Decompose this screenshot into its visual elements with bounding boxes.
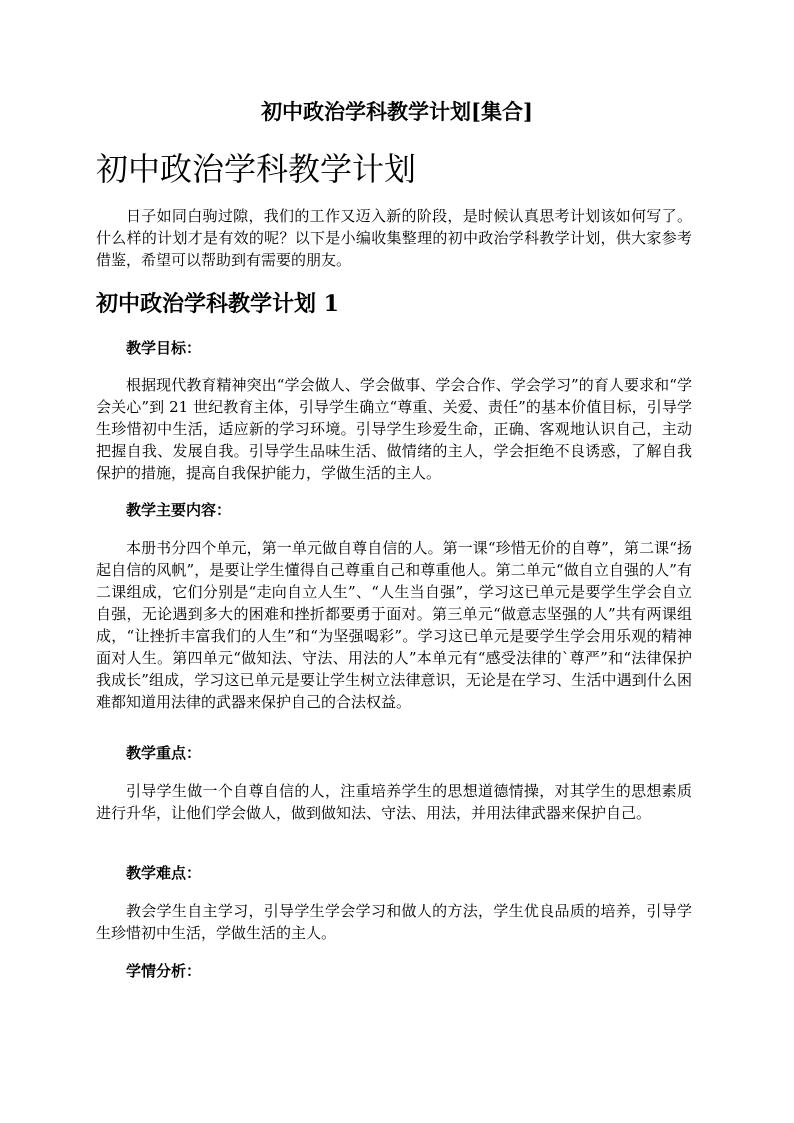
teaching-goal-label: 教学目标： <box>126 339 202 357</box>
difficulty-label: 教学难点： <box>126 864 202 882</box>
section-heading: 初中政治学科教学计划 1 <box>96 291 339 317</box>
main-heading: 初中政治学科教学计划 <box>96 150 417 188</box>
intro-paragraph: 日子如同白驹过隙，我们的工作又迈入新的阶段，是时候认真思考计划该如何写了。什么样的计划才是有效的呢？以下是小编收集整理的初中政治学科教学计划，供大家参考借鉴，希望可以帮助到有需要的朋友。 <box>96 207 692 269</box>
main-content-text: 本册书分四个单元，第一单元做自尊自信的人。第一课“珍惜无价的自尊”，第二课“扬起自信的风帆”，是要让学生懂得自己尊重自己和尊重他人。第二单元“做自立自强的人”有二课组成，它们分别是“走向自立人生”、“人生当自强”，学习这已单元是要学生学会自立自强，无论遇到多大的困难和挫折都要勇于面对。第三单元“做意志坚强的人”共有两课组成，“让挫折丰富我们的人生”和“为坚强喝彩”。学习这已单元是要学生学会用乐观的精神面对人生。第四单元“做知法、守法、用法的人”本单元有“感受法律的`尊严”和“法律保护我成长”组成，学习这已单元是要让学生树立法律意识，无论是在学习、生活中遇到什么困难都知道用法律的武器来保护自己的合法权益。 <box>96 539 692 711</box>
main-content-label: 教学主要内容： <box>126 501 232 519</box>
key-points-text: 引导学生做一个自尊自信的人，注重培养学生的思想道德情操，对其学生的思想素质进行升华，让他们学会做人，做到做知法、守法、用法，并用法律武器来保护自己。 <box>96 782 692 822</box>
difficulty-text: 教会学生自主学习，引导学生学会学习和做人的方法，学生优良品质的培养，引导学生珍惜初中生活，学做生活的主人。 <box>96 902 692 942</box>
document-title: 初中政治学科教学计划[集合] <box>261 99 533 124</box>
learning-analysis-label: 学情分析： <box>126 962 202 980</box>
key-points-label: 教学重点： <box>126 744 202 762</box>
teaching-goal-text: 根据现代教育精神突出“学会做人、学会做事、学会合作、学会学习”的育人要求和“学会关心”到 21 世纪教育主体，引导学生确立“尊重、关爱、责任”的基本价值目标，引导学生珍惜初中生活，适应新的学习环境。引导学生珍爱生命，正确、客观地认识自己，主动把握自我、发展自我。引导学生品味生活、做情绪的主人，学会拒绝不良诱惑，了解自我保护的措施，提高自我保护能力，学做生活的主人。 <box>96 376 692 482</box>
